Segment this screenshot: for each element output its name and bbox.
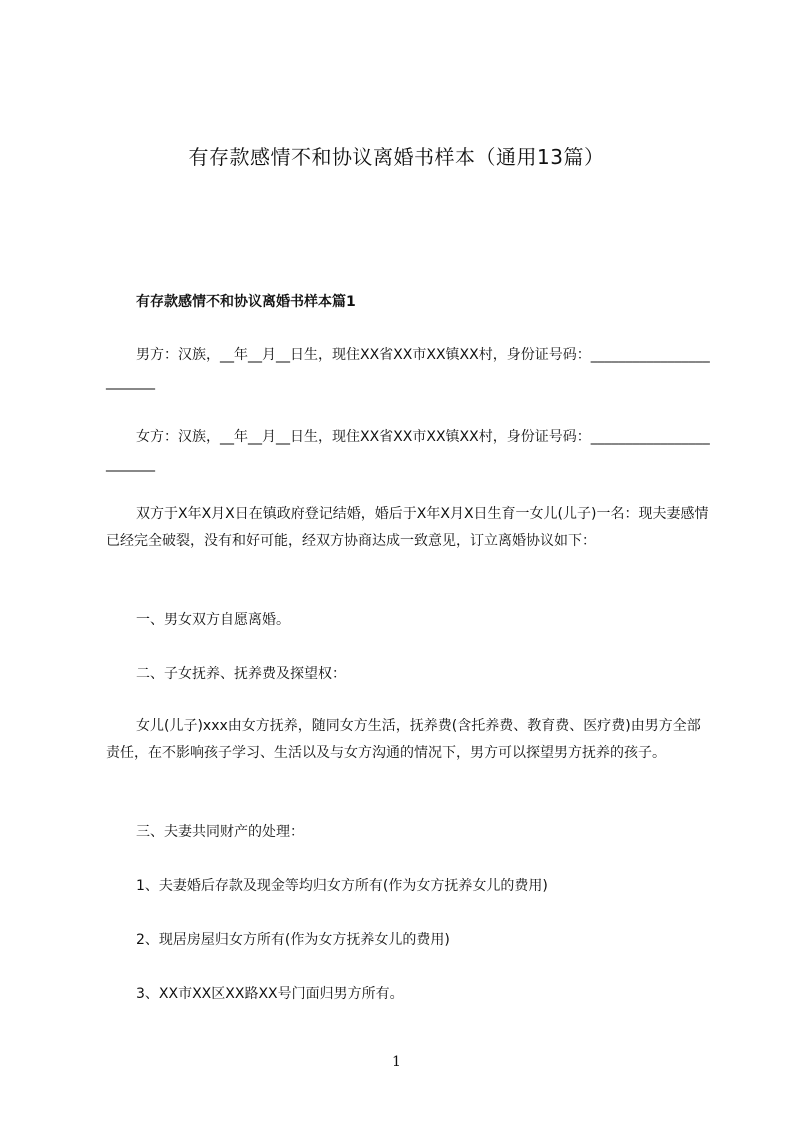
property-item-1: 1、夫妻婚后存款及现金等均归女方所有(作为女方抚养女儿的费用)	[136, 878, 548, 894]
page-number: 1	[392, 1054, 401, 1070]
paragraph-child-custody: 女儿(儿子)xxx由女方抚养，随同女方生活，抚养费(含托养费、教育费、医疗费)由男方全部责任，在不影响孩子学习、生活以及与女方沟通的情况下，男方可以探望男方抚养的孩子。	[106, 718, 701, 761]
property-item-2: 2、现居房屋归女方所有(作为女方抚养女儿的费用)	[136, 932, 450, 948]
clause-3-heading: 三、夫妻共同财产的处理：	[136, 824, 304, 840]
clause-1-voluntary-divorce: 一、男女双方自愿离婚。	[136, 612, 290, 628]
property-item-3: 3、XX市XX区XX路XX号门面归男方所有。	[136, 986, 404, 1002]
paragraph-male-party: 男方：汉族，__年__月__日生，现住XX省XX市XX镇XX村，身份证号码：________________________	[106, 347, 710, 390]
document-title: 有存款感情不和协议离婚书样本（通用13篇）	[188, 145, 605, 169]
section-heading: 有存款感情不和协议离婚书样本篇1	[136, 294, 356, 310]
paragraph-female-party: 女方：汉族，__年__月__日生，现住XX省XX市XX镇XX村，身份证号码：________________________	[106, 429, 710, 472]
clause-2-heading: 二、子女抚养、抚养费及探望权：	[136, 666, 346, 682]
paragraph-marriage-background: 双方于X年X月X日在镇政府登记结婚，婚后于X年X月X日生育一女儿(儿子)一名：现夫妻感情已经完全破裂，没有和好可能，经双方协商达成一致意见，订立离婚协议如下：	[106, 506, 709, 549]
